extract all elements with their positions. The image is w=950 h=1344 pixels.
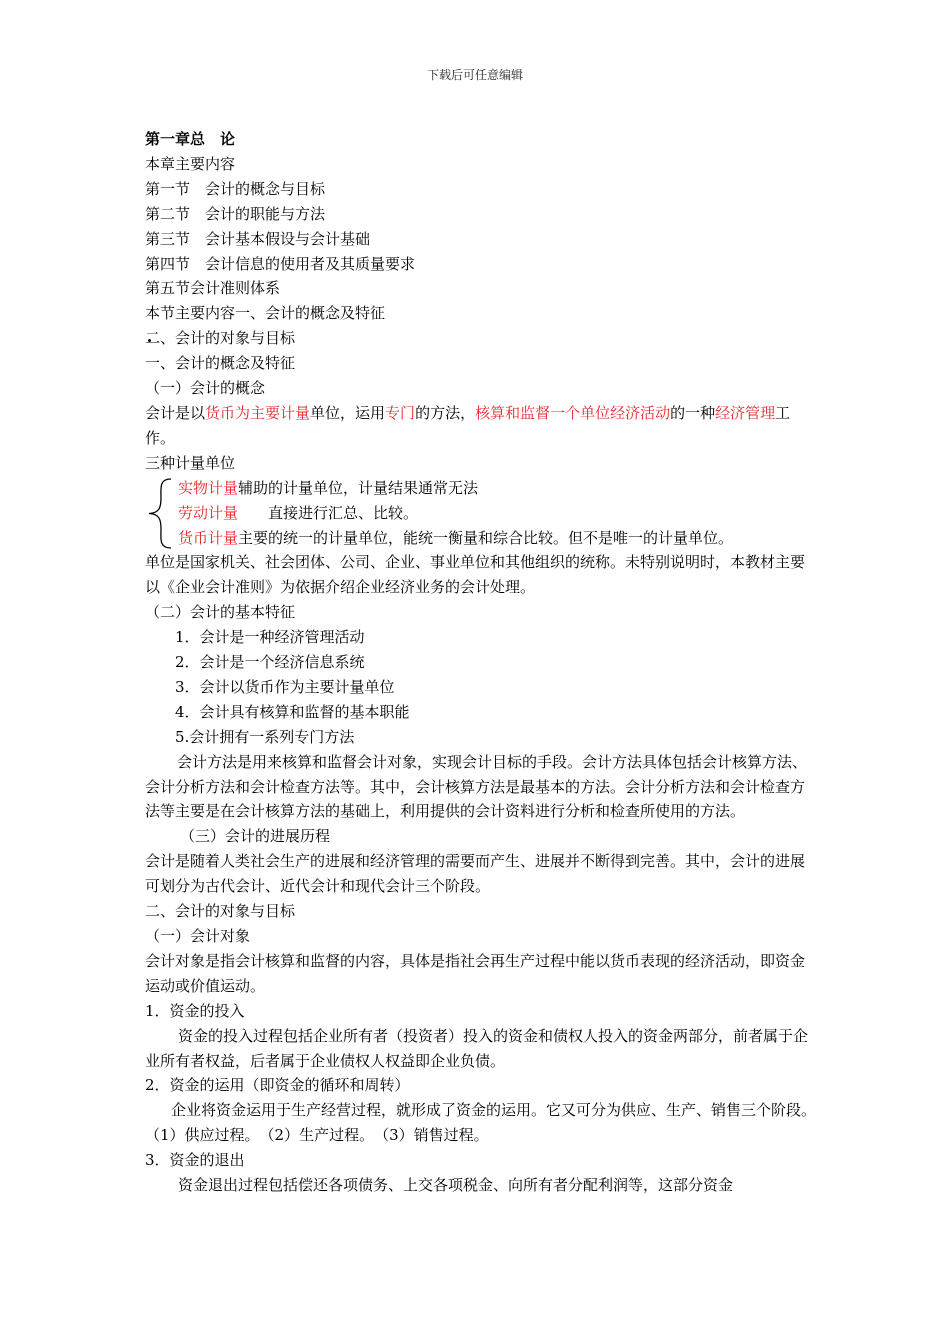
feature-item: 2．会计是一个经济信息系统 [175,653,365,672]
fund-paragraph: 资金的投入过程包括企业所有者（投资者）投入的资金和债权人投入的资金两部分，前者属于企业所有者权益，后者属于企业债权人权益即企业负债。 [145,1026,809,1070]
toc-item: 第二节 会计的职能与方法 [145,204,326,223]
def-highlight: 经济管理 [715,403,776,422]
unit-item [178,501,810,526]
unit-desc: 主要的统一的计量单位，能统一衡量和综合比较。但不是唯一的计量单位。 [238,528,734,547]
def-highlight: 货币为主要计量 [205,403,311,422]
method-paragraph: 会计方法是用来核算和监督会计对象，实现会计目标的手段。会计方法具体包括会计核算方法、会计分析方法和会计检查方法等。其中，会计核算方法是最基本的方法。会计分析方法和会计检查方法等主要是在会计核算方法的基础上，利用提供的会计资料进行分析和检查所使用的方法。 [145,752,808,821]
chapter-title: 第一章总 论 [145,130,236,148]
fund-heading: 2．资金的运用（即资金的循环和周转） [145,1076,410,1095]
def-text: 工作。 [145,403,791,447]
units-list [145,476,810,551]
fund-paragraph: 企业将资金运用于生产经营过程，就形成了资金的运用。它又可分为供应、生产、销售三个阶段。 （1）供应过程。 （2）生产过程。 （3）销售过程。 [145,1101,824,1145]
feature-item: 1．会计是一种经济管理活动 [175,628,365,647]
def-text: 的方法， [415,403,476,422]
unit-item [178,526,810,551]
unit-desc: 直接进行汇总、比较。 [238,503,419,522]
unit-item [178,476,810,501]
feature-item: 4．会计具有核算和监督的基本职能 [175,702,410,721]
history-paragraph: 会计是随着人类社会生产的进展和经济管理的需要而产生、进展并不断得到完善。其中，会计的进展可划分为古代会计、近代会计和现代会计三个阶段。 [145,852,806,896]
fund-heading: 3．资金的退出 [145,1151,245,1170]
section-heading: 二、会计的对象与目标 [145,902,296,921]
feature-item: 3．会计以货币作为主要计量单位 [175,677,395,696]
definition-paragraph [145,401,810,451]
unit-name: 实物计量 [178,478,239,497]
section-heading: 一、会计的概念及特征 [145,354,296,373]
subsection-heading: （一）会计对象 [145,927,251,945]
units-heading: 三种计量单位 [145,453,236,472]
toc-item: 第四节 会计信息的使用者及其质量要求 [145,254,416,273]
subsection-heading: （三）会计的进展历程 [180,827,331,846]
def-highlight: 核算和监督一个单位经济活动 [475,403,671,422]
unit-note: 单位是国家机关、社会团体、公司、企业、事业单位和其他组织的统称。未特别说明时，本教材主要以《企业会计准则》为依据介绍企业经济业务的会计处理。 [145,553,806,597]
def-text: 会计是以 [145,403,206,422]
feature-item: 5.会计拥有一系列专门方法 [175,727,355,746]
toc-item: 第三节 会计基本假设与会计基础 [145,229,371,248]
unit-desc: 辅助的计量单位，计量结果通常无法 [238,478,479,497]
section-heading: 二、会计的对象与目标 [145,329,296,348]
def-highlight: 专门 [385,403,416,422]
unit-name: 货币计量 [178,528,239,547]
toc-item: 第五节会计准则体系 [145,279,281,298]
subsection-heading: （一）会计的概念 [145,379,266,398]
page-header: 下载后可任意编辑 [426,68,523,82]
document-body [145,127,824,1198]
fund-paragraph: 资金退出过程包括偿还各项债务、上交各项税金、向所有者分配利润等，这部分资金 [178,1176,734,1195]
section-intro: 本节主要内容一、会计的概念及特征 [145,304,386,323]
toc-heading: 本章主要内容 [145,154,236,173]
subsection-heading: （二）会计的基本特征 [145,603,296,622]
fund-heading: 1．资金的投入 [145,1001,245,1020]
def-text: 单位，运用 [310,403,386,422]
left-brace-icon [145,476,175,551]
def-text: 的一种 [670,403,716,422]
toc-item: 第一节 会计的概念与目标 [145,179,326,198]
unit-name: 劳动计量 [178,503,239,522]
object-paragraph: 会计对象是指会计核算和监督的内容，具体是指社会再生产过程中能以货币表现的经济活动，即资金运动或价值运动。 [145,951,806,995]
